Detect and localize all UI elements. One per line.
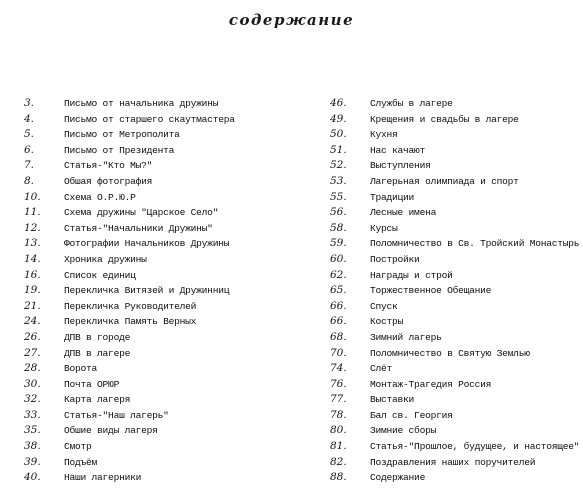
toc-entry-title: Перекличка Витязей и Дружинниц (64, 285, 230, 297)
toc-entry-title: Схема дружины "Царское Село" (64, 207, 219, 219)
toc-page-number: 40. (24, 471, 41, 484)
toc-right-column (330, 96, 580, 486)
toc-page-number: 4. (24, 112, 35, 125)
toc-entry-title: Подъём (64, 456, 98, 468)
toc-entry-title: Смотр (64, 441, 92, 453)
toc-entry (24, 377, 314, 393)
toc-entry-title: Письмо от начальника дружины (64, 98, 219, 109)
toc-entry-title: Традиции (370, 191, 415, 203)
toc-page-number: 26. (24, 330, 41, 343)
toc-entry-title: ДПВ в лагере (64, 347, 131, 359)
toc-entry-title: Список единиц (64, 269, 136, 281)
toc-entry-title: Фотографии Начальников Дружины (64, 238, 230, 250)
toc-entry (24, 423, 314, 439)
toc-entry (330, 205, 580, 221)
toc-page-number: 60. (330, 252, 347, 265)
toc-entry (330, 346, 580, 362)
toc-page-number: 51. (330, 143, 347, 156)
toc-entry-title: Письмо от старшего скаутмастера (64, 113, 235, 125)
toc-entry (24, 408, 314, 424)
toc-entry-title: Статья-"Прошлое, будущее, и настоящее" (370, 441, 580, 453)
toc-page-number: 70. (330, 346, 347, 359)
toc-entry-title: Карта лагеря (64, 394, 131, 406)
toc-page-number: 33. (24, 408, 41, 421)
toc-entry-title: Зимние сборы (370, 425, 437, 437)
toc-entry (24, 346, 314, 362)
toc-entry-title: Службы в лагере (370, 98, 453, 109)
toc-page-number: 16. (24, 268, 41, 281)
toc-entry (24, 268, 314, 284)
toc-entry-title: Слёт (370, 363, 393, 375)
toc-page-number: 68. (330, 330, 347, 343)
toc-entry-title: Почта ОРЮР (64, 378, 120, 390)
toc-entry-title: Перекличка Руководителей (64, 300, 197, 312)
toc-entry (24, 314, 314, 330)
toc-page-number: 76. (330, 377, 347, 390)
toc-entry (24, 392, 314, 408)
toc-page-number: 35. (24, 424, 41, 437)
toc-entry (330, 158, 580, 174)
toc-page-number: 77. (330, 393, 347, 406)
toc-entry-title: Ворота (64, 363, 98, 375)
toc-page-number: 19. (24, 284, 41, 297)
toc-entry-title: Перекличка Память Верных (64, 316, 197, 328)
toc-entry (330, 392, 580, 408)
toc-entry (330, 423, 580, 439)
toc-page-number: 81. (330, 440, 347, 453)
toc-entry (330, 112, 580, 128)
toc-page-number: 32. (24, 393, 41, 406)
toc-page-number: 80. (330, 424, 347, 437)
toc-entry-title: Схема О.Р.Ю.Р (64, 191, 136, 203)
toc-entry (24, 127, 314, 143)
toc-entry (330, 470, 580, 486)
toc-entry-title: Костры (370, 316, 404, 328)
toc-page-number: 21. (24, 299, 41, 312)
toc-entry (24, 236, 314, 252)
toc-entry (24, 174, 314, 190)
toc-page-number: 46. (330, 97, 347, 109)
toc-entry-title: Кухня (370, 129, 398, 141)
toc-entry-title: Содержание (370, 472, 426, 484)
toc-entry-title: Письмо от Метрополита (64, 129, 180, 141)
toc-page-number: 78. (330, 408, 347, 421)
toc-entry (330, 455, 580, 471)
toc-page-number: 24. (24, 315, 41, 328)
toc-entry (330, 221, 580, 237)
toc-page-number: 14. (24, 252, 41, 265)
toc-page-number: 53. (330, 174, 347, 187)
toc-page-number: 82. (330, 455, 347, 468)
toc-entry (330, 190, 580, 206)
toc-entry (330, 439, 580, 455)
toc-entry-title: Хроника дружины (64, 253, 147, 265)
toc-page-number: 28. (24, 362, 41, 375)
toc-entry (330, 252, 580, 268)
toc-entry-title: Курсы (370, 222, 398, 234)
toc-entry (330, 361, 580, 377)
toc-entry (330, 283, 580, 299)
toc-entry-title: Бал св. Георгия (370, 409, 453, 421)
toc-entry (24, 143, 314, 159)
toc-entry-title: Поломничество в Св. Тройский Монастырь (370, 238, 580, 250)
toc-entry (330, 127, 580, 143)
toc-page-number: 50. (330, 128, 347, 141)
toc-entry-title: Монтаж-Трагедия Россия (370, 378, 492, 390)
toc-page-number: 52. (330, 159, 347, 172)
toc-page-number: 62. (330, 268, 347, 281)
toc-entry-title: Статья-"Начальники Дружины" (64, 222, 213, 234)
toc-entry-title: Торжественное Обещание (370, 285, 492, 297)
toc-page-number: 39. (24, 455, 41, 468)
toc-entry (24, 221, 314, 237)
toc-page-number: 10. (24, 190, 41, 203)
toc-entry-title: Статья-"Кто Мы?" (64, 160, 153, 172)
toc-page-number: 7. (24, 159, 35, 172)
toc-page-number: 13. (24, 237, 41, 250)
toc-entry (330, 143, 580, 159)
page-title: содержание (228, 11, 355, 29)
toc-page-number: 49. (330, 112, 347, 125)
toc-page-number: 66. (330, 299, 347, 312)
toc-entry-title: Постройки (370, 253, 420, 265)
toc-entry-title: Лесные имена (370, 207, 437, 219)
toc-entry-title: Письмо от Президента (64, 144, 175, 156)
toc-entry (24, 299, 314, 315)
toc-entry (330, 314, 580, 330)
toc-entry-title: Награды и строй (370, 269, 453, 281)
toc-entry-title: Статья-"Наш лагерь" (64, 409, 169, 421)
toc-entry-title: ДПВ в городе (64, 331, 131, 343)
toc-entry (330, 96, 580, 112)
toc-page-number: 12. (24, 221, 41, 234)
toc-entry (330, 236, 580, 252)
toc-page-number: 88. (330, 471, 347, 484)
toc-page-number: 55. (330, 190, 347, 203)
toc-entry-title: Наши лагерники (64, 472, 142, 484)
toc-entry (330, 408, 580, 424)
toc-entry (330, 268, 580, 284)
toc-entry (24, 470, 314, 486)
toc-entry (24, 96, 314, 112)
toc-left-column (24, 96, 314, 486)
toc-page-number: 27. (24, 346, 41, 359)
toc-entry-title: Поломничество в Святую Землью (370, 347, 530, 359)
toc-entry-title: Выставки (370, 394, 415, 406)
toc-entry (24, 112, 314, 128)
toc-entry (24, 283, 314, 299)
toc-page-number: 38. (24, 440, 41, 453)
toc-entry-title: Крещения и свадьбы в лагере (370, 113, 519, 125)
toc-page-number: 59. (330, 237, 347, 250)
toc-entry (24, 252, 314, 268)
toc-page-number: 74. (330, 362, 347, 375)
toc-page-number: 66. (330, 315, 347, 328)
toc-entry (330, 174, 580, 190)
toc-page-number: 3. (24, 97, 35, 109)
toc-entry-title: Лагерьная олимпиада и спорт (370, 175, 519, 187)
toc-entry-title: Спуск (370, 300, 398, 312)
toc-entry (330, 330, 580, 346)
toc-page-number: 30. (24, 377, 41, 390)
toc-entry-title: Обшая фотография (64, 175, 153, 187)
toc-entry-title: Зимний лагерь (370, 331, 442, 343)
toc-page-number: 11. (24, 206, 41, 219)
toc-entry-title: Поздравления наших поручителей (370, 456, 536, 468)
toc-entry (24, 190, 314, 206)
toc-entry (24, 439, 314, 455)
toc-page-number: 58. (330, 221, 347, 234)
toc-page-number: 5. (24, 128, 35, 141)
toc-entry-title: Нас качают (370, 144, 426, 156)
toc-page-number: 56. (330, 206, 347, 219)
toc-entry-title: Обшие виды лагеря (64, 425, 158, 437)
toc-entry (330, 299, 580, 315)
toc-page-number: 6. (24, 143, 35, 156)
toc-entry (24, 158, 314, 174)
toc-page-number: 65. (330, 284, 347, 297)
toc-page-number: 8. (24, 174, 35, 187)
toc-entry (24, 330, 314, 346)
toc-entry (24, 205, 314, 221)
toc-entry (330, 377, 580, 393)
toc-entry (24, 455, 314, 471)
toc-entry-title: Выступления (370, 160, 431, 172)
toc-entry (24, 361, 314, 377)
